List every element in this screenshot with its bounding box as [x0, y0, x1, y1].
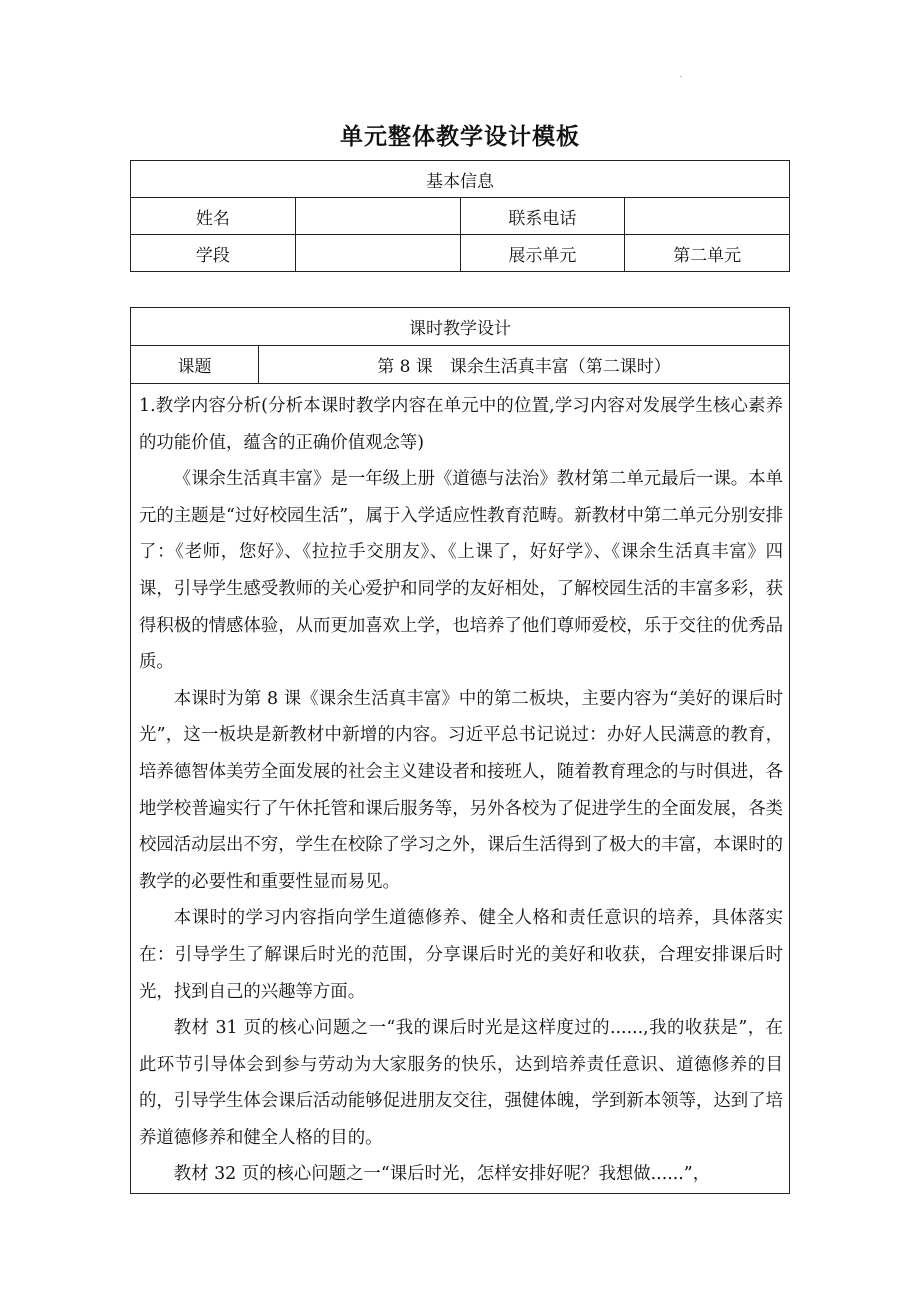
paragraph: 本课时为第 8 课《课余生活真丰富》中的第二板块，主要内容为“美好的课后时光”，这一板块是新教材中新增的内容。习近平总书记说过：办好人民满意的教育，培养德智体美劳全面发展的社会主义建设者和接班人，随着教育理念的与时俱进，各地学校普遍实行了午休托管和课后服务等，另外各校为了促进学生的全面发展，各类校园活动层出不穷，学生在校除了学习之外，课后生活得到了极大的丰富，本课时的教学的必要性和重要性显而易见。 [139, 688, 783, 892]
paragraph: 教材 31 页的核心问题之一“我的课后时光是这样度过的......,我的收获是”，在此环节引导体会到参与劳动为大家服务的快乐，达到培养责任意识、道德修养的目的，引导学生体会课后活动能够促进朋友交往，强健体魄，学到新本领等，达到了培养道德修养和健全人格的目的。 [139, 1018, 783, 1148]
name-value[interactable] [295, 198, 460, 235]
phone-value[interactable] [625, 198, 790, 235]
phone-label: 联系电话 [460, 198, 625, 235]
page-title: 单元整体教学设计模板 [340, 123, 580, 150]
section-heading: 1.教学内容分析(分析本课时教学内容在单元中的位置,学习内容对发展学生核心素养的功能价值，蕴含的正确价值观念等) [139, 396, 783, 453]
basic-info-table [130, 160, 790, 272]
paragraph: 教材 32 页的核心问题之一“课后时光，怎样安排好呢？我想做......”， [173, 1164, 711, 1185]
basic-info-header: 基本信息 [131, 161, 790, 198]
topic-label: 课题 [131, 346, 259, 384]
topic-value: 第 8 课 课余生活真丰富（第二课时） [259, 346, 790, 384]
unit-value: 第二单元 [625, 235, 790, 272]
lesson-design-header: 课时教学设计 [131, 308, 790, 346]
lesson-design-table [130, 307, 790, 1194]
content-analysis [131, 384, 790, 1194]
stage-value[interactable] [295, 235, 460, 272]
paragraph: 本课时的学习内容指向学生道德修养、健全人格和责任意识的培养，具体落实在：引导学生了解课后时光的范围，分享课后时光的美好和收获，合理安排课后时光，找到自己的兴趣等方面。 [139, 908, 783, 1002]
unit-label: 展示单元 [460, 235, 625, 272]
scan-mark [680, 76, 682, 77]
name-label: 姓名 [131, 198, 296, 235]
paragraph: 《课余生活真丰富》是一年级上册《道德与法治》教材第二单元最后一课。本单元的主题是“过好校园生活”，属于入学适应性教育范畴。新教材中第二单元分别安排了：《老师，您好》、《拉拉手交朋友》、《上课了，好好学》、《课余生活真丰富》四课，引导学生感受教师的关心爱护和同学的友好相处，了解校园生活的丰富多彩，获得积极的情感体验，从而更加喜欢上学，也培养了他们尊师爱校，乐于交往的优秀品质。 [139, 469, 783, 673]
stage-label: 学段 [131, 235, 296, 272]
